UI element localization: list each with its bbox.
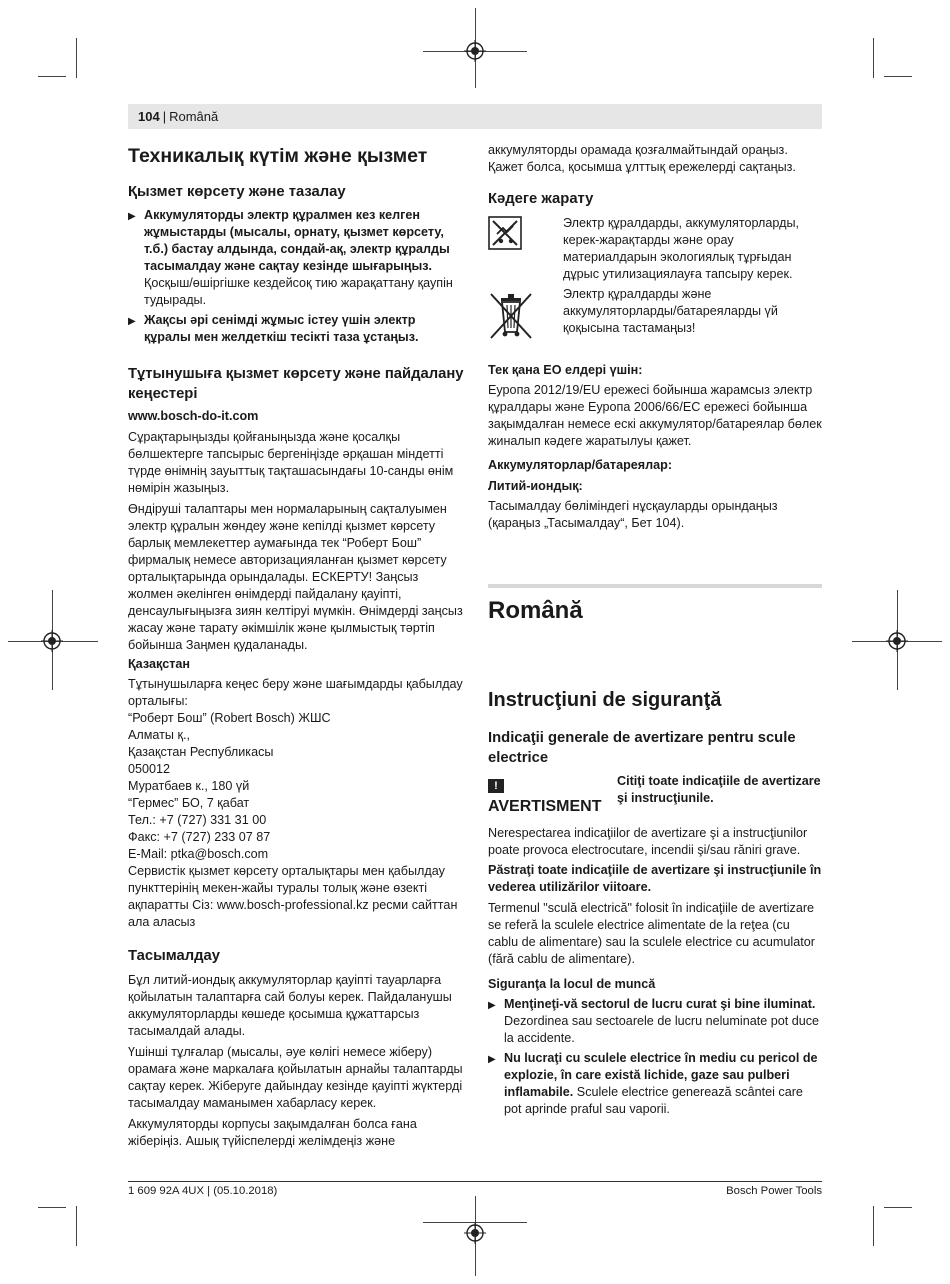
heading-maintenance: Техникалық күтім және қызмет xyxy=(128,145,428,167)
bullet-text: Dezordinea sau sectoarele de lucru neluminate pot duce la accidente. xyxy=(504,1014,820,1045)
para-transport-3: Аккумуляторды корпусы зақымдалған болса ғана жіберіңіз. Ашық түйіспелерді желімдеңіз және xyxy=(128,1117,417,1148)
address-line: E-Mail: ptka@bosch.com xyxy=(128,847,269,861)
header-separator: | xyxy=(162,109,167,124)
para-term-definition: Termenul "sculă electrică" folosit în indicaţiile de avertizare se referă la sculele electrice alimentate de la reţea (cu cablu de alimentare) sau la sculele electrice cu acumulator (fără cablu de alimentare). xyxy=(488,901,815,966)
para-continue: аккумуляторды орамада қозғалмайтындай ораңыз. Қажет болса, қосымша ұлттық ережелерді сақтаңыз. xyxy=(488,143,796,174)
recycle-symbol-icon xyxy=(488,216,522,250)
crop-mark xyxy=(38,1207,66,1208)
warning-bold: Citiţi toate indicaţiile de avertizare şi instrucţiunile. xyxy=(617,774,821,805)
address-line: Тұтынушыларға кеңес беру және шағымдарды қабылдау xyxy=(128,677,463,691)
footer-rule xyxy=(128,1181,822,1182)
para-manufacturer: Өндіруші талаптары мен нормаларының сақталуымен электр құралын жөндеу және кепілді қызмет көрсету барлық мемлекеттер аумағында тек “Роберт Бош” фирмалық немесе авторизацияланған қызмет көрсету орталықтарында орындалады. ЕСКЕРТУ! Заңсыз жолмен әкелінген өнімдерді пайдалану қауіпті, денсаулығыңызға зиян келтіруі мүмкін. Өнімдерді заңсыз жасау және тарату әкімшілік және қылмыстық тәртіп бойынша Заңмен қудаланады. xyxy=(128,502,463,652)
heading-safety-instructions: Instrucţiuni de siguranţă xyxy=(488,689,722,711)
para-lithium: Тасымалдау бөліміндегі нұсқауларды орындаңыз (қараңыз „Тасымалдау“, Бет 104). xyxy=(488,499,778,530)
address-line: Муратбаев к., 180 үй xyxy=(128,779,250,793)
para-keep-instructions: Păstraţi toate indicaţiile de avertizare şi instrucţiunile în vederea utilizărilor viitoare. xyxy=(488,863,822,894)
heading-romana: Română xyxy=(488,597,583,624)
page-header xyxy=(128,104,822,129)
left-column xyxy=(128,144,468,168)
crop-mark xyxy=(873,38,874,78)
address-line: Қазақстан Республикасы xyxy=(128,745,274,759)
disposal-text-2: Электр құралдарды және аккумуляторларды/батареяларды үй қоқысына тастамаңыз! xyxy=(563,287,778,335)
registration-mark-icon xyxy=(886,630,908,652)
address-line: 050012 xyxy=(128,762,171,776)
address-line: Факс: +7 (727) 233 07 87 xyxy=(128,830,271,844)
heading-customer-service: Тұтынушыға қызмет көрсету және пайдалану кеңестері xyxy=(128,366,464,402)
bullet-text-bold: Menţineţi-vă sectorul de lucru curat şi bine iluminat. xyxy=(504,997,816,1011)
footer-brand: Bosch Power Tools xyxy=(726,1185,822,1197)
heading-kazakhstan: Қазақстан xyxy=(128,657,191,671)
address-block xyxy=(128,676,464,863)
registration-mark-icon xyxy=(41,630,63,652)
para-eu: Еуропа 2012/19/EU ережесі бойынша жарамсыз электр құралдары және Еуропа 2006/66/EC ережесі бойынша зақымдалған немесе ескі аккумулятор/батареялар бөлек жиналып кәдеге жаратылуы қажет. xyxy=(488,383,822,448)
address-line: Алматы қ., xyxy=(128,728,190,742)
bullet-text-bold: Аккумуляторды электр құралмен кез келген жұмыстарды (мысалы, орнату, қызмет көрсету, т.б.) бастау алдында, сондай-ақ, электр құралды тасымалдау және сақтау кезінде шығарыңыз. xyxy=(144,208,450,273)
crop-mark xyxy=(873,1206,874,1246)
address-line: орталығы: xyxy=(128,694,188,708)
warning-label: AVERTISMENT xyxy=(488,798,602,815)
crop-mark xyxy=(76,1206,77,1246)
bullet-text: Қосқыш/өшіргішке кездейсоқ тию жарақаттану қаупін тудырады. xyxy=(144,276,453,307)
heading-batteries: Аккумуляторлар/батареялар: xyxy=(488,458,673,472)
registration-mark-icon xyxy=(464,1222,486,1244)
heading-eu-only: Тек қана ЕО елдері үшін: xyxy=(488,363,643,377)
disposal-text-1: Электр құралдарды, аккумуляторларды, керек-жарақтарды және орау материалдарын экологиялық тұрғыдан дұрыс утилизациялауға тапсыру керек. xyxy=(563,216,800,281)
crop-mark xyxy=(884,1207,912,1208)
footer-doc-code: 1 609 92A 4UX | (05.10.2018) xyxy=(128,1185,278,1197)
bullet-text-bold: Nu lucraţi cu sculele electrice în mediu cu pericol de explozie, în care există lichide, gaze sau pulberi inflamabile. xyxy=(504,1051,818,1099)
bullet-keep-clean xyxy=(128,312,464,346)
warning-label-block xyxy=(488,776,612,817)
bullet-explosive xyxy=(488,1050,822,1118)
crop-mark xyxy=(884,76,912,77)
heading-transport: Тасымалдау xyxy=(128,948,220,964)
heading-lithium: Литий-иондық: xyxy=(488,479,583,493)
para-questions: Сұрақтарыңызды қойғаныңызда және қосалқы бөлшектерге тапсырыс бергеніңізде әрқашан міндетті түрде өнімнің зауыттық тақташасындағы 10-санды өнім нөмірін жазыңыз. xyxy=(128,430,454,495)
crop-mark xyxy=(76,38,77,78)
bullet-text-bold: Жақсы әрі сенімді жұмыс істеу үшін электр құралы мен желдеткіш тесікті таза ұстаңыз. xyxy=(144,313,419,344)
section-divider xyxy=(488,584,822,588)
address-line: “Роберт Бош” (Robert Bosch) ЖШС xyxy=(128,711,331,725)
para-service-centers: Сервистік қызмет көрсету орталықтары мен қабылдау пункттерінің мекен-жайы туралы толық және өзекті ақпаратты Сіз: www.bosch-professional.kz ресми сайттан ала аласыз xyxy=(128,864,458,929)
bullet-triangle-icon: ▶ xyxy=(488,1054,496,1065)
page-number: 104 xyxy=(138,109,160,124)
right-column xyxy=(488,142,822,176)
bullet-triangle-icon: ▶ xyxy=(128,316,136,327)
registration-mark-icon xyxy=(464,40,486,62)
heading-disposal: Кәдеге жарату xyxy=(488,191,594,207)
crop-mark xyxy=(38,76,66,77)
heading-general-warnings: Indicaţii generale de avertizare pentru scule electrice xyxy=(488,730,796,766)
website-link[interactable]: www.bosch-do-it.com xyxy=(128,409,259,423)
bullet-text: Sculele electrice generează scântei care pot aprinde praful sau vaporii. xyxy=(504,1085,803,1116)
heading-service-cleaning: Қызмет көрсету және тазалау xyxy=(128,184,346,200)
bullet-clean-workplace xyxy=(488,996,822,1047)
address-line: Тел.: +7 (727) 331 31 00 xyxy=(128,813,267,827)
header-section: Română xyxy=(169,109,219,124)
warning-text: Nerespectarea indicaţiilor de avertizare şi a instrucţiunilor poate provoca electrocutare, incendii şi/sau răniri grave. xyxy=(488,826,808,857)
bullet-triangle-icon: ▶ xyxy=(128,211,136,222)
para-transport-1: Бұл литий-иондық аккумуляторлар қауіпті тауарларға қойылатын талаптарға сай болуы керек. Пайдаланушы аккумуляторларды көшеде қосымша құжаттарсыз тасымалдай алады. xyxy=(128,973,452,1038)
crossed-bin-icon xyxy=(488,290,534,340)
bullet-triangle-icon: ▶ xyxy=(488,1000,496,1011)
para-transport-2: Үшінші тұлғалар (мысалы, әуе көлігі немесе жіберу) орамаға және маркалағa қойылатын арнайы талаптарды сақтау керек. Жіберуге дайындау кезінде қауіпті жүктерді тасымалдау маманымен хабарласу керек. xyxy=(128,1045,463,1110)
heading-workplace-safety: Siguranţa la locul de muncă xyxy=(488,977,656,991)
bullet-remove-battery xyxy=(128,207,464,309)
warning-triangle-icon: ! xyxy=(488,779,504,793)
address-line: “Гермес” БО, 7 қабат xyxy=(128,796,250,810)
